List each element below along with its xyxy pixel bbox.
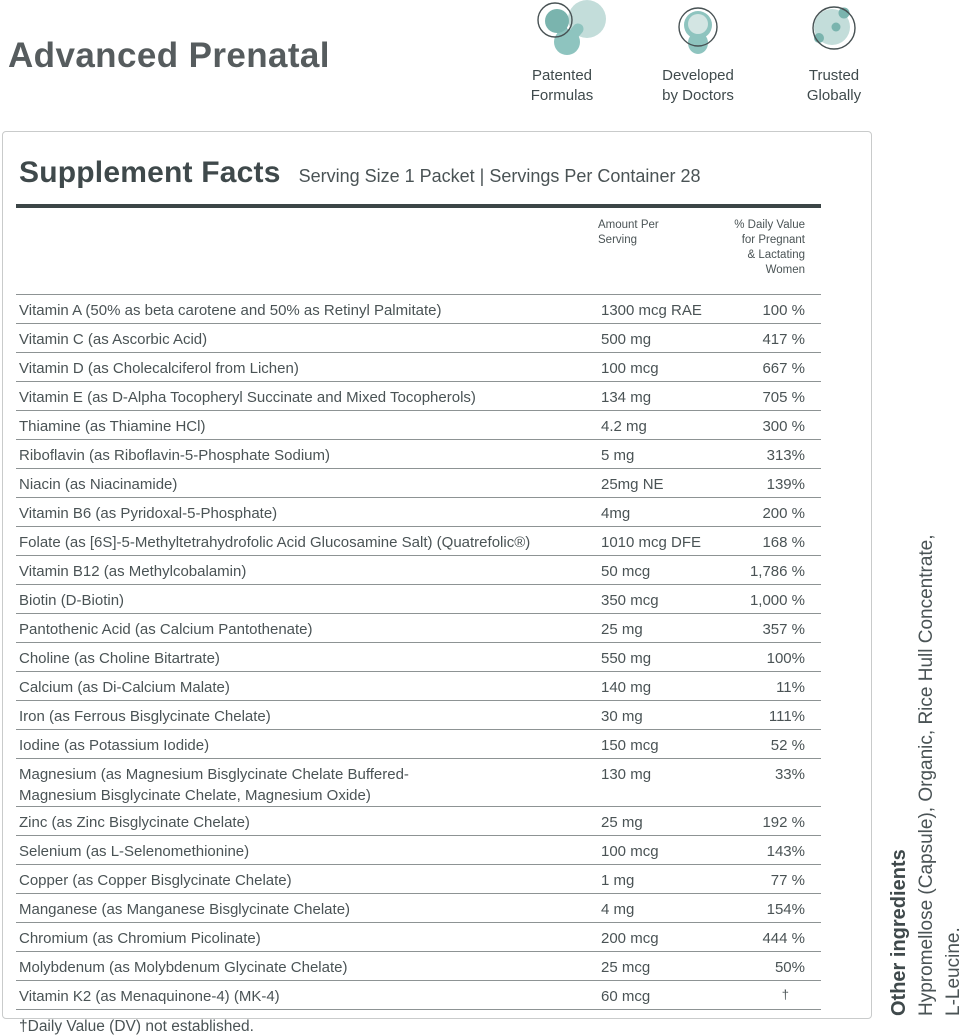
nutrient-amount: 4.2 mg — [601, 418, 647, 435]
nutrient-daily-value: 50% — [774, 959, 805, 976]
other-ingredients-line1: Hypromellose (Capsule), Organic, Rice Hull Concentrate, — [916, 534, 937, 1016]
nutrient-amount: 1 mg — [601, 872, 635, 889]
serving-info: Serving Size 1 Packet | Servings Per Container 28 — [298, 166, 701, 186]
badge-trusted-globally — [769, 0, 899, 106]
other-ingredients-line2: L-Leucine. — [943, 927, 964, 1016]
nutrient-daily-value: 143% — [766, 843, 805, 860]
nutrient-daily-value: 192 % — [762, 814, 805, 831]
nutrient-name: Chromium (as Chromium Picolinate) — [19, 930, 261, 947]
nutrient-daily-value: 667 % — [762, 360, 805, 377]
table-row — [16, 526, 821, 555]
table-row — [16, 951, 821, 980]
nutrient-name: Vitamin D (as Cholecalciferol from Lichen) — [19, 360, 299, 377]
other-ingredients-heading: Other ingredients — [888, 849, 910, 1016]
facts-rows — [16, 294, 821, 1009]
table-row — [16, 758, 821, 806]
nutrient-name: Iron (as Ferrous Bisglycinate Chelate) — [19, 708, 271, 725]
nutrient-daily-value: 357 % — [762, 621, 805, 638]
table-row — [16, 922, 821, 951]
nutrient-amount: 550 mg — [601, 650, 652, 667]
table-row — [16, 439, 821, 468]
nutrient-amount: 25 mg — [601, 814, 643, 831]
table-row — [16, 864, 821, 893]
table-row — [16, 835, 821, 864]
nutrient-amount: 350 mcg — [601, 592, 659, 609]
table-row — [16, 980, 821, 1009]
badge-patented-formulas — [497, 0, 627, 106]
nutrient-name: Zinc (as Zinc Bisglycinate Chelate) — [19, 814, 250, 831]
nutrient-amount: 1300 mcg RAE — [601, 302, 702, 319]
nutrient-amount: 130 mg — [601, 766, 652, 783]
table-row — [16, 729, 821, 758]
panel-header — [3, 132, 871, 190]
column-spacer — [16, 218, 598, 278]
badge-developed-by-doctors — [633, 0, 763, 106]
developed-by-doctors-icon — [666, 0, 730, 64]
nutrient-daily-value: 1,786 % — [749, 563, 805, 580]
nutrient-name: Manganese (as Manganese Bisglycinate Chelate) — [19, 901, 351, 918]
nutrient-daily-value: 300 % — [762, 418, 805, 435]
nutrient-name: Vitamin C (as Ascorbic Acid) — [19, 331, 208, 348]
nutrient-name: Folate (as [6S]-5-Methyltetrahydrofolic Acid Glucosamine Salt) (Quatrefolic®) — [19, 534, 531, 551]
nutrient-daily-value: 168 % — [762, 534, 805, 551]
table-row — [16, 468, 821, 497]
nutrient-amount: 134 mg — [601, 389, 652, 406]
table-row — [16, 352, 821, 381]
nutrient-amount: 25 mcg — [601, 959, 651, 976]
nutrient-amount: 500 mg — [601, 331, 652, 348]
table-row — [16, 294, 821, 323]
nutrient-amount: 1010 mcg DFE — [601, 534, 702, 551]
nutrient-daily-value: 417 % — [762, 331, 805, 348]
nutrient-name: Niacin (as Niacinamide) — [19, 476, 178, 493]
nutrient-daily-value: 705 % — [762, 389, 805, 406]
nutrient-name: Vitamin B12 (as Methylcobalamin) — [19, 563, 247, 580]
nutrient-daily-value: † — [781, 987, 789, 1002]
page-title: Advanced Prenatal — [8, 36, 330, 75]
nutrient-daily-value: 33% — [774, 766, 805, 783]
nutrient-daily-value: 154% — [766, 901, 805, 918]
nutrient-daily-value: 313% — [766, 447, 805, 464]
nutrient-name: Selenium (as L-Selenomethionine) — [19, 843, 250, 860]
nutrient-daily-value: 11% — [776, 679, 805, 696]
nutrient-name: Thiamine (as Thiamine HCl) — [19, 418, 206, 435]
nutrient-name: Molybdenum (as Molybdenum Glycinate Chelate) — [19, 959, 348, 976]
supplement-facts-panel — [2, 131, 872, 1035]
nutrient-amount: 100 mcg — [601, 360, 659, 377]
nutrient-amount: 5 mg — [601, 447, 635, 464]
column-header-daily-value: % Daily Value for Pregnant & Lactating Women — [734, 219, 805, 276]
supplement-facts-title: Supplement Facts — [19, 156, 281, 189]
badge-row — [497, 0, 899, 106]
table-row — [16, 410, 821, 439]
table-row — [16, 613, 821, 642]
nutrient-daily-value: 139% — [766, 476, 805, 493]
table-row — [16, 671, 821, 700]
nutrient-amount: 140 mg — [601, 679, 652, 696]
nutrient-amount: 100 mcg — [601, 843, 659, 860]
table-row — [16, 584, 821, 613]
table-row — [16, 555, 821, 584]
nutrient-amount: 50 mcg — [601, 563, 651, 580]
nutrient-daily-value: 200 % — [762, 505, 805, 522]
daily-value-footnote: †Daily Value (DV) not established. — [16, 1009, 821, 1036]
nutrient-name: Vitamin A (50% as beta carotene and 50% as Retinyl Palmitate) — [19, 302, 442, 319]
nutrient-amount: 150 mcg — [601, 737, 659, 754]
nutrient-name: Riboflavin (as Riboflavin-5-Phosphate Sodium) — [19, 447, 330, 464]
nutrient-daily-value: 77 % — [770, 872, 805, 889]
table-row — [16, 893, 821, 922]
nutrient-amount: 25mg NE — [601, 476, 664, 493]
nutrient-name: Calcium (as Di-Calcium Malate) — [19, 679, 230, 696]
nutrient-amount: 25 mg — [601, 621, 643, 638]
nutrient-name: Biotin (D-Biotin) — [19, 592, 125, 609]
nutrient-name: Vitamin B6 (as Pyridoxal-5-Phosphate) — [19, 505, 278, 522]
nutrient-name: Choline (as Choline Bitartrate) — [19, 650, 220, 667]
badge-label: Developed by Doctors — [662, 67, 734, 104]
nutrient-daily-value: 100% — [766, 650, 805, 667]
table-row — [16, 381, 821, 410]
nutrient-name: Vitamin E (as D-Alpha Tocopheryl Succinate and Mixed Tocopherols) — [19, 389, 476, 406]
nutrient-amount: 4mg — [601, 505, 631, 522]
nutrient-amount: 4 mg — [601, 901, 635, 918]
other-ingredients-note — [886, 424, 967, 1016]
table-row — [16, 700, 821, 729]
nutrient-name: Copper (as Copper Bisglycinate Chelate) — [19, 872, 292, 889]
nutrient-name: Magnesium (as Magnesium Bisglycinate Chelate Buffered- Magnesium Bisglycinate Chelate, Magnesium Oxide) — [19, 766, 409, 804]
patented-formulas-icon — [515, 0, 610, 64]
nutrient-daily-value: 100 % — [762, 302, 805, 319]
badge-label: Patented Formulas — [530, 67, 594, 104]
nutrient-name: Iodine (as Potassium Iodide) — [19, 737, 210, 754]
nutrient-daily-value: 52 % — [770, 737, 805, 754]
column-headers — [16, 208, 821, 294]
table-row — [16, 642, 821, 671]
nutrient-amount: 30 mg — [601, 708, 643, 725]
table-row — [16, 497, 821, 526]
nutrient-daily-value: 444 % — [762, 930, 805, 947]
column-header-amount: Amount Per Serving — [598, 219, 659, 246]
badge-label: Trusted Globally — [806, 67, 862, 104]
nutrient-daily-value: 111% — [768, 708, 805, 725]
nutrient-name: Vitamin K2 (as Menaquinone-4) (MK-4) — [19, 988, 280, 1005]
nutrient-amount: 200 mcg — [601, 930, 659, 947]
nutrient-amount: 60 mcg — [601, 988, 651, 1005]
trusted-globally-icon — [802, 0, 866, 64]
table-row — [16, 323, 821, 352]
nutrient-name: Pantothenic Acid (as Calcium Pantothenate) — [19, 621, 313, 638]
nutrient-daily-value: 1,000 % — [749, 592, 805, 609]
table-row — [16, 806, 821, 835]
